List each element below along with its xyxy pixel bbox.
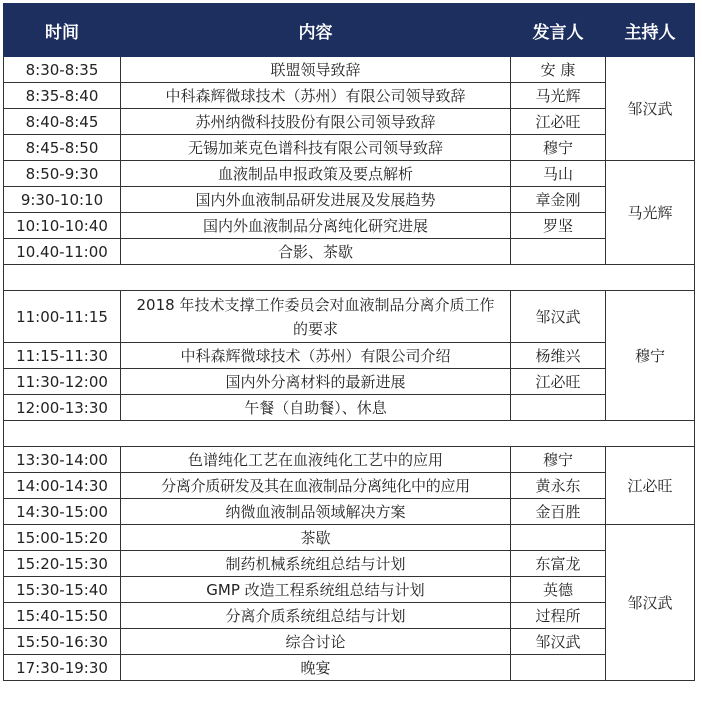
speaker-cell: 马山 xyxy=(511,161,606,187)
host-cell: 马光辉 xyxy=(606,161,695,265)
header-content: 内容 xyxy=(121,4,511,57)
header-time: 时间 xyxy=(4,4,121,57)
speaker-cell: 黄永东 xyxy=(511,473,606,499)
table-row xyxy=(4,499,695,525)
content-cell: 制药机械系统组总结与计划 xyxy=(121,551,511,577)
content-cell: 综合讨论 xyxy=(121,629,511,655)
table-row xyxy=(4,109,695,135)
time-cell: 11:30-12:00 xyxy=(4,369,121,395)
spacer-cell xyxy=(4,421,695,447)
speaker-cell: 安 康 xyxy=(511,57,606,83)
content-cell: 午餐（自助餐）、休息 xyxy=(121,395,511,421)
speaker-cell: 江必旺 xyxy=(511,369,606,395)
time-cell: 8:30-8:35 xyxy=(4,57,121,83)
time-cell: 15:20-15:30 xyxy=(4,551,121,577)
speaker-cell: 东富龙 xyxy=(511,551,606,577)
speaker-cell: 罗坚 xyxy=(511,213,606,239)
speaker-cell xyxy=(511,239,606,265)
table-row xyxy=(4,369,695,395)
speaker-cell: 邹汉武 xyxy=(511,291,606,343)
time-cell: 14:00-14:30 xyxy=(4,473,121,499)
table-row xyxy=(4,551,695,577)
speaker-cell xyxy=(511,395,606,421)
content-cell: 晚宴 xyxy=(121,655,511,681)
host-cell: 江必旺 xyxy=(606,447,695,525)
table-row xyxy=(4,525,695,551)
host-cell: 穆宁 xyxy=(606,291,695,421)
speaker-cell: 金百胜 xyxy=(511,499,606,525)
speaker-cell: 穆宁 xyxy=(511,135,606,161)
spacer-cell xyxy=(4,265,695,291)
time-cell: 12:00-13:30 xyxy=(4,395,121,421)
time-cell: 10.40-11:00 xyxy=(4,239,121,265)
speaker-cell: 英德 xyxy=(511,577,606,603)
content-cell: 2018 年技术支撑工作委员会对血液制品分离介质工作的要求 xyxy=(121,291,511,343)
time-cell: 11:00-11:15 xyxy=(4,291,121,343)
content-cell: 国内外血液制品分离纯化研究进展 xyxy=(121,213,511,239)
time-cell: 15:40-15:50 xyxy=(4,603,121,629)
table-row xyxy=(4,577,695,603)
content-cell: 苏州纳微科技股份有限公司领导致辞 xyxy=(121,109,511,135)
time-cell: 15:30-15:40 xyxy=(4,577,121,603)
table-row xyxy=(4,57,695,83)
spacer-row xyxy=(4,265,695,291)
content-cell: 联盟领导致辞 xyxy=(121,57,511,83)
table-row xyxy=(4,239,695,265)
table-row xyxy=(4,343,695,369)
content-cell: 血液制品申报政策及要点解析 xyxy=(121,161,511,187)
table-row xyxy=(4,629,695,655)
table-row xyxy=(4,187,695,213)
speaker-cell: 江必旺 xyxy=(511,109,606,135)
content-cell: 国内外分离材料的最新进展 xyxy=(121,369,511,395)
table-row xyxy=(4,655,695,681)
time-cell: 13:30-14:00 xyxy=(4,447,121,473)
speaker-cell xyxy=(511,525,606,551)
speaker-cell: 穆宁 xyxy=(511,447,606,473)
content-cell: 茶歇 xyxy=(121,525,511,551)
header-speaker: 发言人 xyxy=(511,4,606,57)
content-cell: 分离介质研发及其在血液制品分离纯化中的应用 xyxy=(121,473,511,499)
time-cell: 11:15-11:30 xyxy=(4,343,121,369)
host-cell: 邹汉武 xyxy=(606,525,695,681)
speaker-cell xyxy=(511,655,606,681)
table-row xyxy=(4,603,695,629)
time-cell: 8:50-9:30 xyxy=(4,161,121,187)
content-cell: GMP 改造工程系统组总结与计划 xyxy=(121,577,511,603)
time-cell: 8:35-8:40 xyxy=(4,83,121,109)
header-row xyxy=(4,4,695,57)
table-row xyxy=(4,161,695,187)
content-cell: 无锡加莱克色谱科技有限公司领导致辞 xyxy=(121,135,511,161)
content-cell: 分离介质系统组总结与计划 xyxy=(121,603,511,629)
agenda-table xyxy=(3,3,695,681)
speaker-cell: 过程所 xyxy=(511,603,606,629)
time-cell: 8:45-8:50 xyxy=(4,135,121,161)
speaker-cell: 马光辉 xyxy=(511,83,606,109)
time-cell: 9:30-10:10 xyxy=(4,187,121,213)
content-cell: 合影、茶歇 xyxy=(121,239,511,265)
content-cell: 国内外血液制品研发进展及发展趋势 xyxy=(121,187,511,213)
time-cell: 10:10-10:40 xyxy=(4,213,121,239)
spacer-row xyxy=(4,421,695,447)
table-row xyxy=(4,447,695,473)
speaker-cell: 杨维兴 xyxy=(511,343,606,369)
content-cell: 中科森辉微球技术（苏州）有限公司介绍 xyxy=(121,343,511,369)
content-cell: 中科森辉微球技术（苏州）有限公司领导致辞 xyxy=(121,83,511,109)
table-row xyxy=(4,395,695,421)
content-cell: 纳微血液制品领域解决方案 xyxy=(121,499,511,525)
host-cell: 邹汉武 xyxy=(606,57,695,161)
time-cell: 15:50-16:30 xyxy=(4,629,121,655)
content-cell: 色谱纯化工艺在血液纯化工艺中的应用 xyxy=(121,447,511,473)
time-cell: 8:40-8:45 xyxy=(4,109,121,135)
table-row xyxy=(4,213,695,239)
header-host: 主持人 xyxy=(606,4,695,57)
table-row xyxy=(4,291,695,343)
table-row xyxy=(4,83,695,109)
speaker-cell: 章金刚 xyxy=(511,187,606,213)
time-cell: 15:00-15:20 xyxy=(4,525,121,551)
table-row xyxy=(4,135,695,161)
time-cell: 17:30-19:30 xyxy=(4,655,121,681)
table-row xyxy=(4,473,695,499)
time-cell: 14:30-15:00 xyxy=(4,499,121,525)
speaker-cell: 邹汉武 xyxy=(511,629,606,655)
